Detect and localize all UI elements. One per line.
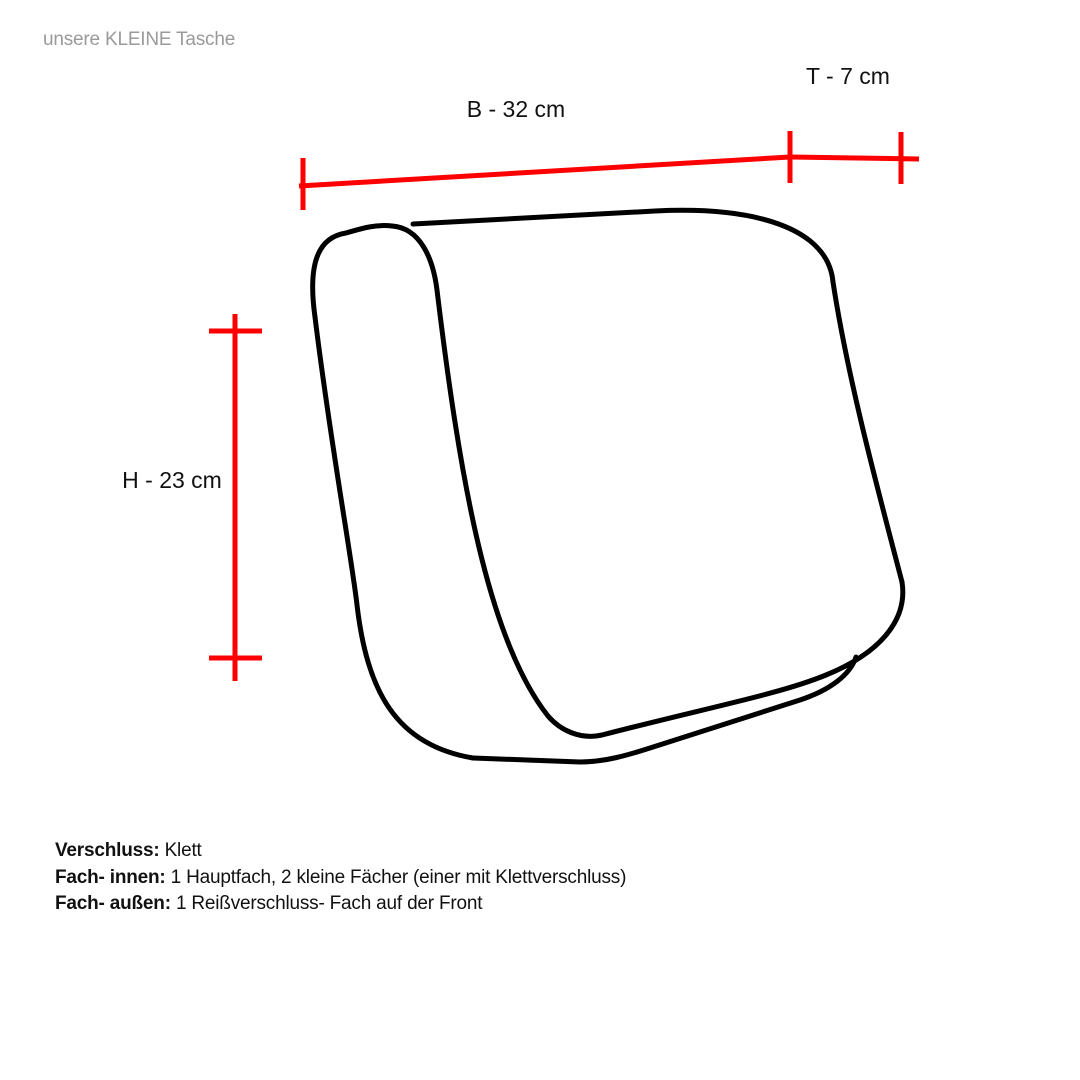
- bag-fold-line: [392, 226, 548, 716]
- bag-back-bottom-edge: [473, 657, 856, 762]
- bag-front-bottom-edge: [548, 582, 903, 736]
- bag-right-edge: [833, 282, 902, 582]
- bag-top-edge: [413, 210, 833, 282]
- width-label: B - 32 cm: [466, 96, 566, 122]
- bag-outline: [313, 210, 903, 762]
- spec-outer-pockets-value: 1 Reißverschluss- Fach auf der Front: [175, 893, 483, 914]
- spec-closure-key: Verschluss:: [55, 840, 160, 861]
- bag-flap-top: [313, 226, 392, 317]
- spec-closure-value: Klett: [164, 840, 202, 861]
- spec-outer-pockets: [55, 891, 626, 918]
- spec-inner-pockets-key: Fach- innen:: [55, 866, 166, 888]
- page-caption: unsere KLEINE Tasche: [43, 29, 236, 50]
- depth-label: T - 7 cm: [806, 63, 890, 89]
- spec-inner-pockets: [55, 865, 626, 892]
- height-dimension: [209, 314, 262, 681]
- height-label: H - 23 cm: [122, 467, 222, 493]
- width-line: [299, 157, 790, 186]
- spec-closure: [55, 838, 626, 865]
- spec-list: [55, 838, 626, 918]
- spec-outer-pockets-key: Fach- außen:: [55, 893, 171, 914]
- spec-inner-pockets-value: 1 Hauptfach, 2 kleine Fächer (einer mit Klettverschluss): [170, 866, 627, 888]
- width-depth-dimension: [299, 131, 919, 210]
